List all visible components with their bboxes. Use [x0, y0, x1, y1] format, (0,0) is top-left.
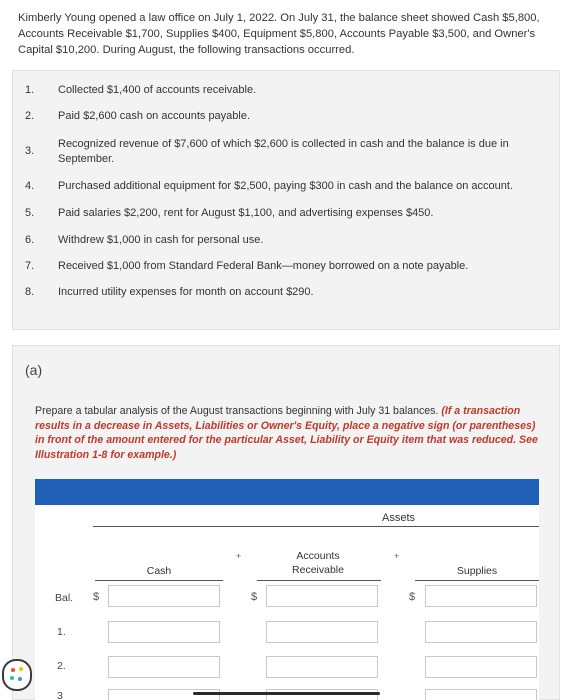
column-underline — [95, 580, 223, 581]
accounts-receivable-row2-input[interactable] — [266, 656, 378, 678]
part-label: (a) — [25, 362, 43, 378]
tabular-analysis-table — [35, 479, 539, 700]
part-a-panel — [12, 345, 560, 700]
palette-icon[interactable] — [2, 659, 32, 691]
assets-divider — [93, 526, 539, 527]
instructions — [35, 404, 540, 462]
palette-dot — [18, 677, 22, 681]
plus-sign: + — [394, 551, 400, 561]
palette-dot — [19, 667, 23, 671]
transaction-text: Paid $2,600 cash on accounts payable. — [58, 110, 251, 122]
transaction-number: 3. — [25, 145, 35, 157]
accounts-receivable-row1-input[interactable] — [266, 621, 378, 643]
transaction-text: Purchased additional equipment for $2,500, paying $300 in cash and the balance on account. — [58, 180, 513, 192]
accounts-receivable-balance-input[interactable] — [266, 585, 378, 607]
plus-sign: + — [236, 551, 242, 561]
transaction-text: Received $1,000 from Standard Federal Bank—money borrowed on a note payable. — [58, 260, 469, 272]
transaction-number: 7. — [25, 260, 35, 272]
transaction-number: 5. — [25, 207, 35, 219]
transaction-text: Paid salaries $2,200, rent for August $1,100, and advertising expenses $450. — [58, 207, 434, 219]
row-label-2: 2. — [57, 660, 66, 672]
transaction-number: 1. — [25, 84, 35, 96]
table-header-bar — [35, 479, 539, 505]
horizontal-scrollbar[interactable] — [193, 692, 380, 695]
cash-balance-input[interactable] — [108, 585, 220, 607]
column-header-accounts-receivable: Accounts Receivable — [292, 550, 344, 576]
transaction-text: Collected $1,400 of accounts receivable. — [58, 84, 257, 96]
row-label-1: 1. — [57, 626, 66, 638]
supplies-row1-input[interactable] — [425, 621, 537, 643]
supplies-row2-input[interactable] — [425, 656, 537, 678]
cash-row1-input[interactable] — [108, 621, 220, 643]
problem-intro: Kimberly Young opened a law office on July 1, 2022. On July 31, the balance sheet showed Cash $5,800, Accounts Receivable $1,700, Supplies $400, Equipment $5,800, Accounts Payable $3,500, and Owner's Capital $10,200. During August, the following transactions occurred. — [18, 12, 540, 56]
column-header-supplies: Supplies — [456, 565, 498, 577]
column-underline — [257, 580, 381, 581]
row-label-balance: Bal. — [55, 592, 74, 604]
transaction-text: Incurred utility expenses for month on account $290. — [58, 286, 314, 298]
column-underline — [415, 580, 539, 581]
instructions-note: (If a transaction results in a decrease in Assets, Liabilities or Owner's Equity, place a negative sign (or parentheses) in front of the amount entered for the particular Asset, Liability or Equity item that was reduced. See Illustration 1-8 for example.) — [35, 405, 538, 461]
transaction-text: Withdrew $1,000 in cash for personal use. — [58, 234, 264, 246]
column-header-cash: Cash — [146, 565, 172, 577]
transaction-number: 6. — [25, 234, 35, 246]
palette-dot — [10, 676, 14, 680]
row-label-3: 3 — [57, 690, 63, 700]
supplies-balance-input[interactable] — [425, 585, 537, 607]
transaction-list — [12, 70, 560, 330]
currency-sign: $ — [93, 591, 100, 603]
transaction-text: Recognized revenue of $7,600 of which $2,600 is collected in cash and the balance is due in September. — [58, 138, 509, 165]
palette-dot — [11, 668, 15, 672]
currency-sign: $ — [409, 591, 416, 603]
instructions-plain: Prepare a tabular analysis of the August transactions beginning with July 31 balances. — [35, 405, 442, 417]
currency-sign: $ — [251, 591, 258, 603]
supplies-row3-input[interactable] — [425, 689, 537, 700]
transaction-number: 8. — [25, 286, 35, 298]
transaction-number: 2. — [25, 110, 35, 122]
assets-group-header: Assets — [382, 512, 416, 524]
transaction-number: 4. — [25, 180, 35, 192]
cash-row2-input[interactable] — [108, 656, 220, 678]
